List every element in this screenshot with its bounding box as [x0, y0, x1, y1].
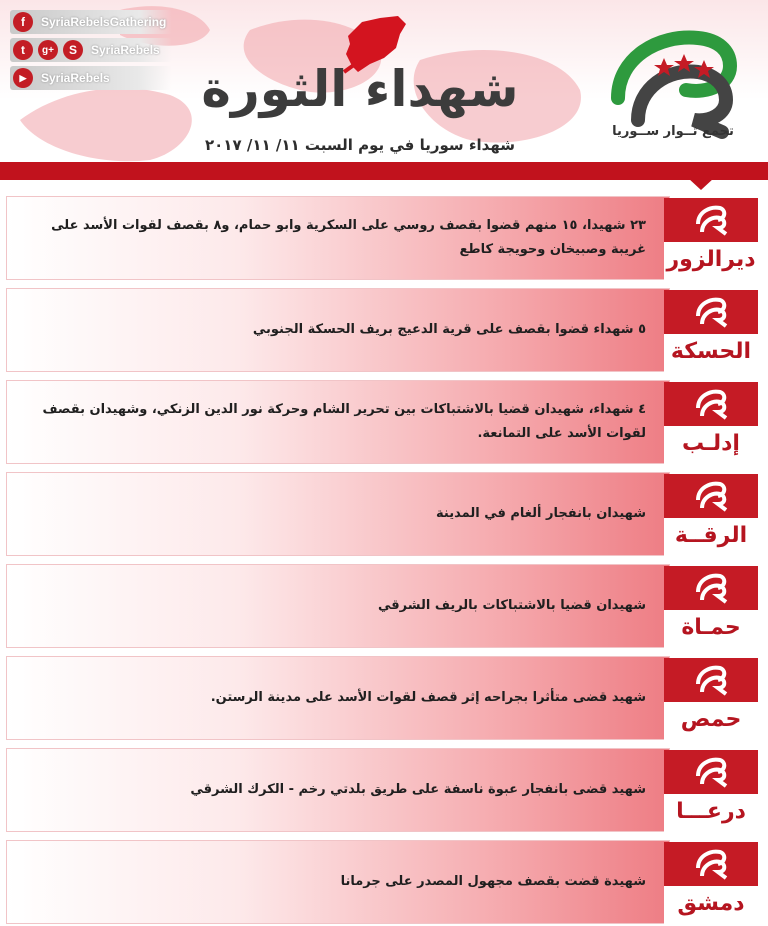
city-tab	[664, 382, 758, 464]
city-tab	[664, 658, 758, 740]
city-tab	[664, 474, 758, 556]
facebook-label: SyriaRebelsGathering	[41, 15, 167, 29]
entry-text: ٥ شهداء قضوا بقصف على قرية الدعيج بريف الحسكة الجنوبي	[252, 322, 646, 337]
list-item	[6, 196, 758, 280]
social-links	[10, 10, 172, 94]
facebook-link[interactable]	[10, 10, 172, 34]
list-item	[6, 380, 758, 464]
twitter-label: SyriaRebels	[91, 43, 160, 57]
city-tab	[664, 290, 758, 372]
city-logo-box	[664, 198, 758, 242]
entry-text: شهيد قضى متأثرا بجراحه إثر قصف لقوات الأسد على مدينة الرستن.	[210, 690, 646, 705]
list-item	[6, 840, 758, 924]
city-logo-box	[664, 566, 758, 610]
syria-rebels-logo	[692, 386, 730, 420]
city-logo-box	[664, 290, 758, 334]
city-logo-box	[664, 750, 758, 794]
list-item	[6, 564, 758, 648]
syria-rebels-logo	[692, 754, 730, 788]
city-name: دمشق	[677, 891, 745, 916]
city-logo-box	[664, 382, 758, 426]
city-name: ديرالزور	[666, 247, 756, 272]
city-name: حمص	[680, 707, 742, 732]
city-name: إدلـب	[682, 431, 740, 456]
city-tab	[664, 198, 758, 280]
syria-rebels-logo	[692, 570, 730, 604]
youtube-icon: ▶	[13, 68, 33, 88]
city-tab	[664, 566, 758, 648]
city-tab	[664, 750, 758, 832]
header	[0, 0, 768, 166]
syria-rebels-logo	[692, 846, 730, 880]
google-plus-icon: g+	[38, 40, 58, 60]
city-name: درعـــا	[676, 799, 746, 824]
logo-text: تجمع ثــوار ســوريا	[612, 124, 734, 139]
syria-rebels-logo	[692, 202, 730, 236]
youtube-link[interactable]	[10, 66, 172, 90]
entry-text: شهيدة قضت بقصف مجهول المصدر على جرمانا	[340, 874, 646, 889]
facebook-icon: f	[13, 12, 33, 32]
syria-rebels-logo	[692, 294, 730, 328]
youtube-label: SyriaRebels	[41, 71, 110, 85]
city-name: الحسكة	[670, 339, 752, 364]
twitter-icon: t	[13, 40, 33, 60]
list-item	[6, 288, 758, 372]
entry-text: ٤ شهداء، شهيدان قضيا بالاشتباكات بين تحرير الشام وحركة نور الدين الزنكي، وشهيدان بقصف لقوات الأسد على التمانعة.	[42, 402, 646, 441]
syria-rebels-logo	[692, 662, 730, 696]
entry-text: شهيدان قضيا بالاشتباكات بالريف الشرقي	[378, 598, 646, 613]
list-item	[6, 748, 758, 832]
city-logo-box	[664, 658, 758, 702]
page-subtitle: شهداء سوريا في يوم السبت ١١/ ١١/ ٢٠١٧	[204, 136, 516, 154]
divider-notch	[688, 178, 714, 190]
city-name: حمـاة	[681, 615, 741, 640]
list-item	[6, 656, 758, 740]
city-logo-box	[664, 474, 758, 518]
city-name: الرقــة	[674, 523, 748, 548]
entry-text: شهيدان بانفجار ألغام في المدينة	[436, 506, 646, 521]
syria-rebels-logo	[692, 478, 730, 512]
header-divider	[0, 162, 768, 180]
list-item	[6, 472, 758, 556]
entry-text: ٢٣ شهيدا، ١٥ منهم قضوا بقصف روسي على السكرية وابو حمام، و٨ بقصف لقوات الأسد على غريبة وصبيخان وحويجة كاطع	[51, 218, 646, 257]
skype-icon: S	[63, 40, 83, 60]
page-title: شهداء الثورة	[201, 60, 519, 118]
city-tab	[664, 842, 758, 924]
entry-text: شهيد قضى بانفجار عبوة ناسفة على طريق بلدتي رخم - الكرك الشرقي	[190, 782, 646, 797]
twitter-gplus-skype-link[interactable]	[10, 38, 172, 62]
city-logo-box	[664, 842, 758, 886]
